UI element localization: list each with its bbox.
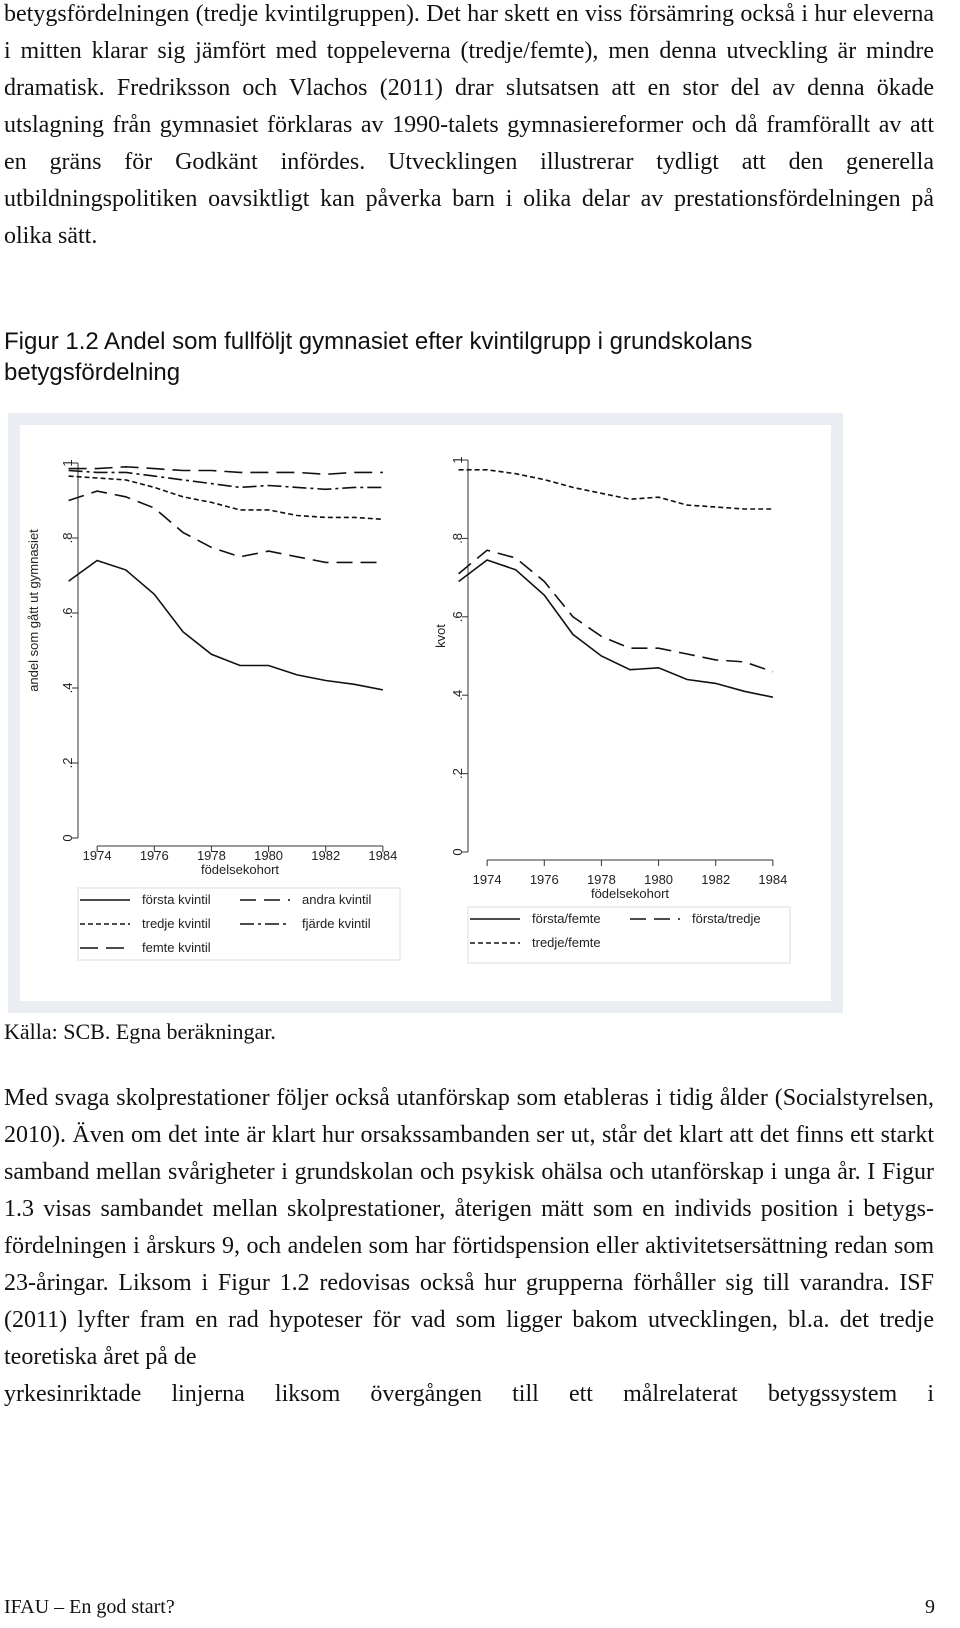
figure-caption: Figur 1.2 Andel som fullföljt gymnasiet efter kvintilgrupp i grundskolans betygsfördelning <box>4 328 753 386</box>
legend-label-left-1: andra kvintil <box>302 892 372 907</box>
x-tick-label-right: 1984 <box>758 872 788 887</box>
body-paragraph-bottom-last-line: yrkesinriktade linjerna liksom övergången till ett målrelaterat betygssystem i <box>4 1381 934 1407</box>
x-axis-title-right: födelsekohort <box>590 886 670 901</box>
legend-label-left-3: fjärde kvintil <box>302 916 371 931</box>
y-tick-label-left: .6 <box>60 607 75 619</box>
series-line-left-1 <box>69 491 383 562</box>
legend-label-left-2: tredje kvintil <box>142 916 211 931</box>
x-tick-label-left: 1984 <box>368 848 398 863</box>
legend-label-right-2: tredje/femte <box>532 935 601 950</box>
y-tick-label-right: .4 <box>450 689 465 701</box>
x-tick-label-left: 1974 <box>82 848 112 863</box>
series-line-right-0 <box>459 560 773 697</box>
x-tick-label-right: 1982 <box>701 872 731 887</box>
footer-rule <box>4 1590 935 1591</box>
y-tick-label-left: .4 <box>60 682 75 694</box>
y-axis-title-right: kvot <box>433 624 448 648</box>
legend-label-left-0: första kvintil <box>142 892 211 907</box>
y-tick-label-right: .6 <box>450 611 465 623</box>
x-tick-label-left: 1978 <box>196 848 226 863</box>
series-line-right-1 <box>459 550 773 672</box>
x-tick-label-right: 1976 <box>529 872 559 887</box>
y-tick-label-left: .8 <box>60 532 75 544</box>
y-tick-label-right: 0 <box>450 848 465 856</box>
x-tick-label-left: 1976 <box>139 848 169 863</box>
figure-frame <box>8 413 843 1013</box>
x-tick-label-right: 1980 <box>644 872 674 887</box>
legend-label-right-1: första/tredje <box>692 911 761 926</box>
body-paragraph-bottom-text: Med svaga skolprestationer följer också utanförskap som etableras i tidig ålder (Socialstyrelsen, 2010). Även om det inte är klart hur orsakssambanden ser ut, står det klart att det finns ett starkt samband mellan svårigheter i grundskolan och psykisk ohälsa och utanförskap i unga år. I Figur 1.3 visas sambandet mellan skolprestationer, återigen mätt som en individs position i betygsfördelningen i årskurs 9, och andelen som har förtidspension eller aktivitetsersättning redan som 23-åringar. Liksom i Figur 1.2 redovisas också hur grupperna förhåller sig till varandra. ISF (2011) lyfter fram en rad hypoteser för vad som ligger bakom utvecklingen, bl.a. det tredje teoretiska året på de <box>4 1085 934 1370</box>
body-paragraph-top: betygsfördelningen (tredje kvintilgruppen). Det har skett en viss försämring också i hur eleverna i mitten klarar sig jämfört med toppeleverna (tredje/femte), men denna utveckling är mindre dramatisk. Fredriksson och Vlachos (2011) drar slutsatsen att en stor del av denna ökade utslagning från gymnasiet förklaras av 1990-talets gymnasiereformer och då framförallt av att en gräns för Godkänt infördes. Utvecklingen illustrerar tydligt att den generella utbildningspolitiken oavsiktligt kan påverka barn i olika delar av prestationsfördelningen på olika sätt. <box>4 1 934 249</box>
y-tick-label-left: 1 <box>60 459 75 467</box>
body-paragraph-bottom <box>4 1080 934 1413</box>
x-tick-label-right: 1978 <box>586 872 616 887</box>
legend-label-right-0: första/femte <box>532 911 601 926</box>
series-line-left-4 <box>69 467 383 475</box>
y-tick-label-left: 0 <box>60 834 75 842</box>
x-tick-label-left: 1982 <box>311 848 341 863</box>
x-tick-label-left: 1980 <box>254 848 284 863</box>
y-tick-label-right: .8 <box>450 532 465 544</box>
series-line-left-2 <box>69 476 383 519</box>
y-tick-label-right: 1 <box>450 456 465 464</box>
series-line-right-2 <box>459 470 773 509</box>
series-line-left-0 <box>69 561 383 690</box>
x-axis-title-left: födelsekohort <box>200 862 280 877</box>
figure-panel <box>20 425 831 1001</box>
figure-source: Källa: SCB. Egna beräkningar. <box>4 1019 276 1044</box>
footer-title: IFAU – En god start? <box>4 1596 175 1618</box>
y-tick-label-right: .2 <box>450 768 465 780</box>
y-axis-title-left: andel som gått ut gymnasiet <box>26 529 41 692</box>
legend-label-left-4: femte kvintil <box>142 940 211 955</box>
line-charts <box>20 425 831 1001</box>
x-tick-label-right: 1974 <box>472 872 502 887</box>
page-number: 9 <box>925 1596 935 1618</box>
y-tick-label-left: .2 <box>60 757 75 769</box>
